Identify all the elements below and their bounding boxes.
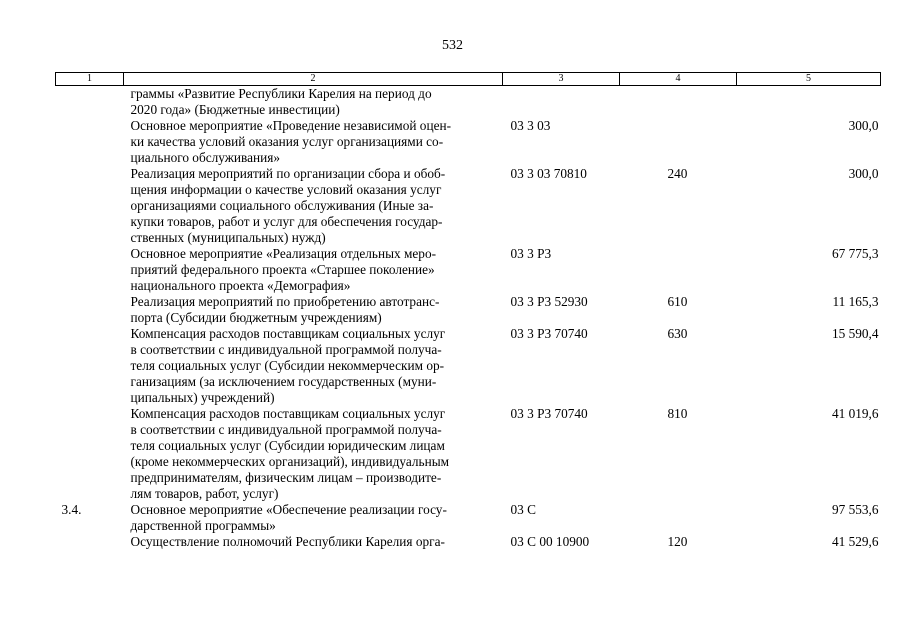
description-line: граммы «Развитие Республики Карелия на период до [130, 86, 432, 101]
row-description [124, 294, 503, 326]
target-article-code: 03 3 P3 70740 [510, 406, 588, 421]
target-article-code: 03 C [510, 502, 536, 517]
row-number [56, 406, 124, 502]
description-line: Реализация мероприятий по организации сбора и обоб- [130, 166, 446, 181]
expense-type-code: 810 [667, 406, 688, 421]
description-line: теля социальных услуг (Субсидии юридическим лицам [130, 438, 445, 453]
description-line: ганизациям (за исключением государственных (муни- [130, 374, 437, 389]
header-col-5: 5 [737, 73, 881, 86]
row-number [56, 326, 124, 406]
row-number [56, 118, 124, 166]
description-line: (кроме некоммерческих организаций), индивидуальным [130, 454, 450, 469]
description-line: Основное мероприятие «Проведение независимой оцен- [130, 118, 452, 133]
target-article-code: 03 3 P3 70740 [510, 326, 588, 341]
header-col-1: 1 [56, 73, 124, 86]
description-line: Реализация мероприятий по приобретению автотранс- [130, 294, 440, 309]
table-row [56, 326, 881, 406]
row-number [56, 86, 124, 119]
row-description [124, 502, 503, 534]
row-number [56, 166, 124, 246]
description-line: предпринимателям, физическим лицам – производите- [130, 470, 442, 485]
expense-type-code [620, 246, 737, 294]
table-header-row [56, 73, 881, 86]
amount: 97 553,6 [831, 502, 879, 517]
amount: 67 775,3 [831, 246, 879, 261]
table-row [56, 294, 881, 326]
amount: 11 165,3 [832, 294, 879, 309]
description-line: теля социальных услуг (Субсидии некоммерческим ор- [130, 358, 445, 373]
amount: 41 529,6 [831, 534, 879, 549]
table-row [56, 166, 881, 246]
amount: 300,0 [848, 118, 879, 133]
expense-type-code [620, 502, 737, 534]
description-line: Компенсация расходов поставщикам социальных услуг [130, 406, 446, 421]
row-description [124, 246, 503, 294]
expense-type-code: 610 [667, 294, 688, 309]
amount: 300,0 [848, 166, 879, 181]
description-line: ципальных) учреждений) [130, 390, 275, 405]
table-row [56, 406, 881, 502]
description-line: щения информации о качестве условий оказания услуг [130, 182, 442, 197]
expense-type-code: 240 [667, 166, 688, 181]
description-line: Основное мероприятие «Обеспечение реализации госу- [130, 502, 447, 517]
description-line: циального обслуживания» [130, 150, 281, 165]
row-number [56, 534, 124, 550]
target-article-code: 03 3 03 [510, 118, 551, 133]
description-line: дарственной программы» [130, 518, 276, 533]
page-number: 532 [442, 38, 463, 53]
description-line: лям товаров, работ, услуг) [130, 486, 279, 501]
row-description [124, 118, 503, 166]
description-line: в соответствии с индивидуальной программой получа- [130, 422, 442, 437]
header-col-2: 2 [124, 73, 503, 86]
header-col-4: 4 [620, 73, 737, 86]
table-body [56, 86, 881, 551]
amount [737, 86, 881, 119]
expense-type-code: 630 [667, 326, 688, 341]
table-row [56, 246, 881, 294]
target-article-code: 03 3 P3 52930 [510, 294, 588, 309]
row-description [124, 166, 503, 246]
expense-type-code: 120 [667, 534, 688, 549]
amount: 15 590,4 [831, 326, 879, 341]
target-article-code [503, 86, 620, 119]
row-description [124, 534, 503, 550]
description-line: организациями социального обслуживания (Иные за- [130, 198, 434, 213]
description-line: купки товаров, работ и услуг для обеспечения государ- [130, 214, 443, 229]
description-line: порта (Субсидии бюджетным учреждениям) [130, 310, 382, 325]
target-article-code: 03 C 00 10900 [510, 534, 590, 549]
description-line: приятий федерального проекта «Старшее поколение» [130, 262, 435, 277]
row-number: 3.4. [61, 502, 82, 517]
table-row [56, 502, 881, 534]
description-line: Компенсация расходов поставщикам социальных услуг [130, 326, 446, 341]
table-row [56, 86, 881, 119]
description-line: национального проекта «Демография» [130, 278, 351, 293]
description-line: в соответствии с индивидуальной программой получа- [130, 342, 442, 357]
row-number [56, 294, 124, 326]
header-col-3: 3 [503, 73, 620, 86]
budget-table [55, 72, 881, 550]
description-line: Основное мероприятие «Реализация отдельных меро- [130, 246, 437, 261]
description-line: ки качества условий оказания услуг организациями со- [130, 134, 444, 149]
expense-type-code [620, 86, 737, 119]
row-description [124, 326, 503, 406]
expense-type-code [620, 118, 737, 166]
target-article-code: 03 3 03 70810 [510, 166, 587, 181]
table-row [56, 534, 881, 550]
description-line: Осуществление полномочий Республики Карелия орга- [130, 534, 445, 549]
table-row [56, 118, 881, 166]
amount: 41 019,6 [831, 406, 879, 421]
target-article-code: 03 3 P3 [510, 246, 552, 261]
description-line: ственных (муниципальных) нужд) [130, 230, 326, 245]
row-number [56, 246, 124, 294]
row-description [124, 86, 503, 119]
description-line: 2020 года» (Бюджетные инвестиции) [130, 102, 340, 117]
row-description [124, 406, 503, 502]
